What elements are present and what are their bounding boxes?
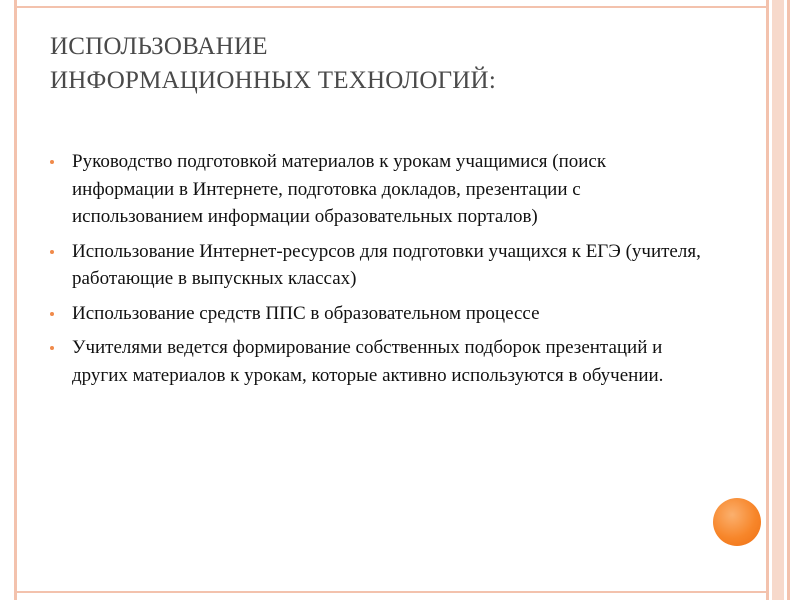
bullet-text: Использование средств ППС в образовательном процессе: [72, 302, 540, 324]
frame-bottom-border: [14, 591, 768, 593]
bullet-list: [48, 148, 708, 396]
bullet-text: Руководство подготовкой материалов к урокам учащимися (поиск информации в Интернете, подготовка докладов, презентации с использованием информации образовательных порталов): [72, 151, 607, 227]
bullet-dot-icon: [50, 312, 54, 316]
right-stripe-wide: [772, 0, 784, 600]
bullet-item: [48, 334, 708, 389]
bullet-dot-icon: [50, 250, 54, 254]
slide-title: [50, 30, 750, 98]
bullet-dot-icon: [50, 346, 54, 350]
orange-circle-decoration: [713, 498, 761, 546]
frame-top-border: [14, 6, 768, 8]
bullet-text: Использование Интернет-ресурсов для подготовки учащихся к ЕГЭ (учителя, работающие в выпускных классах): [72, 240, 701, 289]
right-stripe-outer: [766, 0, 769, 600]
right-stripe-inner: [787, 0, 790, 600]
frame-left-border: [14, 0, 17, 600]
slide-title-line-2: ИНФОРМАЦИОННЫХ ТЕХНОЛОГИЙ:: [50, 67, 496, 94]
bullet-item: [48, 148, 708, 231]
bullet-item: [48, 300, 708, 328]
bullet-dot-icon: [50, 160, 54, 164]
bullet-text: Учителями ведется формирование собственных подборок презентаций и других материалов к урокам, которые активно используются в обучении.: [72, 337, 664, 386]
slide-title-line-1: ИСПОЛЬЗОВАНИЕ: [50, 33, 268, 60]
bullet-item: [48, 238, 708, 293]
